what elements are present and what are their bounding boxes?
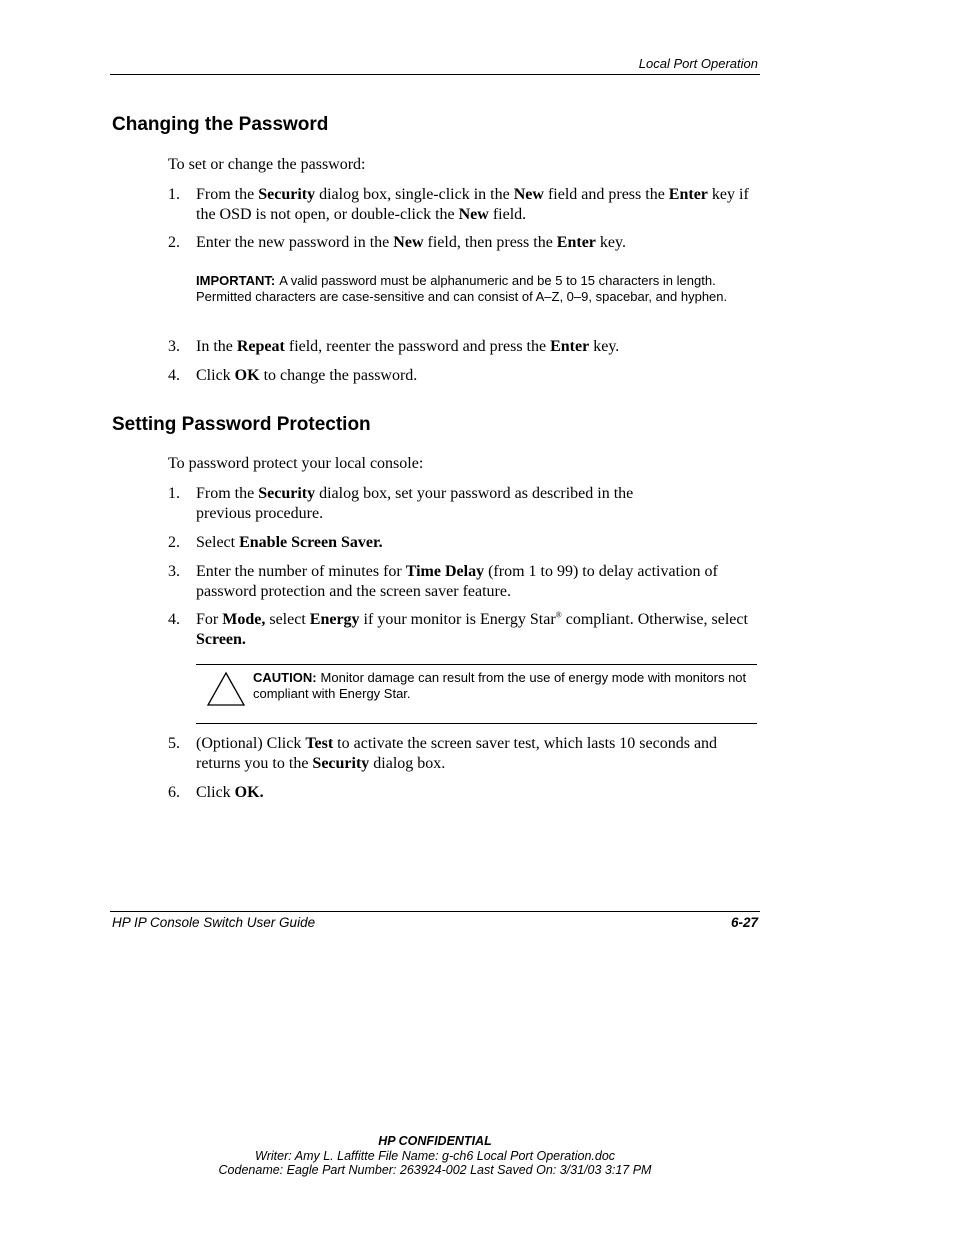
s1-step-3: 3. In the Repeat field, reenter the password and press the Enter key.	[168, 338, 620, 355]
heading-changing-password: Changing the Password	[112, 114, 329, 135]
confidential-codename: Codename: Eagle Part Number: 263924-002 Last Saved On: 3/31/03 3:17 PM	[218, 1163, 652, 1177]
heading-password-protection: Setting Password Protection	[112, 414, 371, 435]
confidential-writer: Writer: Amy L. Laffitte File Name: g-ch6 Local Port Operation.doc	[254, 1149, 616, 1163]
caution-label: CAUTION:	[253, 670, 317, 685]
s1-step-1: 1. From the Security dialog box, single-click in the New field and press the Enter key if the OSD is not open, or double-click the New field.	[168, 186, 749, 223]
important-note	[196, 273, 756, 305]
s2-step-2: 2. Select Enable Screen Saver.	[168, 534, 383, 551]
header-rule	[110, 74, 760, 75]
caution-text-block	[253, 670, 753, 702]
confidential-label: HP CONFIDENTIAL	[378, 1134, 492, 1148]
caution-box	[196, 664, 757, 724]
important-text: A valid password must be alphanumeric and be 5 to 15 characters in length. Permitted characters are case-sensitive and can consist of A–Z, 0–9, spacebar, and hyphen.	[196, 273, 728, 304]
footer-title: HP IP Console Switch User Guide	[112, 915, 316, 930]
important-label: IMPORTANT:	[196, 273, 276, 288]
s2-step-6: 6. Click OK.	[168, 784, 264, 801]
s2-step-5: 5. (Optional) Click Test to activate the screen saver test, which lasts 10 seconds and returns you to the Security dialog box.	[168, 735, 718, 772]
caution-text: Monitor damage can result from the use of energy mode with monitors not compliant with Energy Star.	[253, 670, 747, 701]
registered-mark: ®	[555, 610, 562, 620]
s2-step-1: 1. From the Security dialog box, set your password as described in the previous procedure.	[168, 485, 634, 522]
caution-triangle-icon	[206, 671, 246, 707]
intro-changing-password: To set or change the password:	[168, 156, 366, 173]
footer-rule	[110, 911, 760, 912]
intro-password-protection: To password protect your local console:	[168, 455, 424, 472]
s1-step-2: 2. Enter the new password in the New field, then press the Enter key.	[168, 234, 626, 251]
s2-step-4: 4. For Mode, select Energy if your monitor is Energy Star® compliant. Otherwise, select Screen.	[168, 610, 748, 648]
s2-step-3: 3. Enter the number of minutes for Time Delay (from 1 to 99) to delay activation of password protection and the screen saver feature.	[168, 563, 718, 600]
page-number: 6-27	[730, 915, 758, 930]
running-head: Local Port Operation	[638, 56, 758, 71]
s1-step-4: 4. Click OK to change the password.	[168, 367, 418, 384]
